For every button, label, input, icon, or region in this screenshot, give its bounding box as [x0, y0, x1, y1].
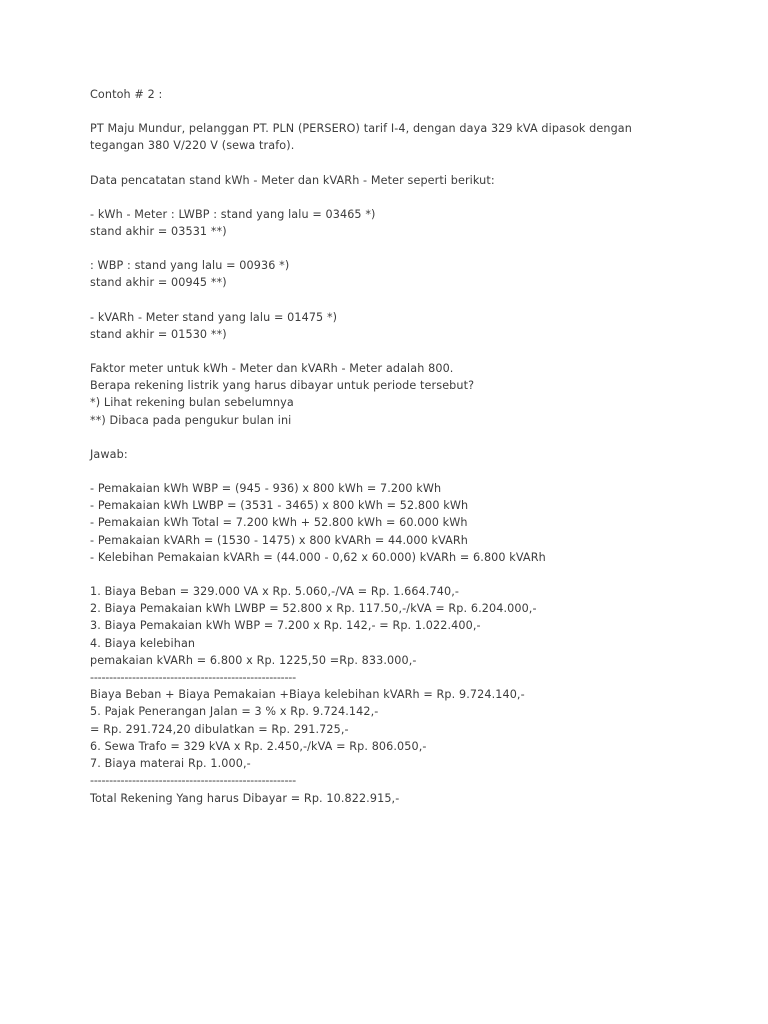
answer-label: Jawab: [90, 447, 128, 461]
footnote-double-asterisk: **) Dibaca pada pengukur bulan ini [90, 413, 292, 427]
charge-line: pemakaian kVARh = 6.800 x Rp. 1225,50 =Rp. 833.000,- [90, 653, 417, 667]
charge-line: 4. Biaya kelebihan [90, 636, 196, 650]
reading-kvarh-previous: - kVARh - Meter stand yang lalu = 01475 *) [90, 310, 338, 324]
consumption-line: - Pemakaian kVARh = (1530 - 1475) x 800 kVARh = 44.000 kVARh [90, 533, 468, 547]
reading-wbp-final: stand akhir = 00945 **) [90, 276, 227, 290]
intro-block [90, 120, 656, 154]
separator-rule-bottom: ------------------------------------------------------ [90, 774, 296, 788]
reading-kvarh-final: stand akhir = 01530 **) [90, 327, 227, 341]
consumption-block [90, 480, 708, 566]
reading-lwbp-previous: - kWh - Meter : LWBP : stand yang lalu = 03465 *) [90, 207, 376, 221]
charge-line: 3. Biaya Pemakaian kWh WBP = 7.200 x Rp. 142,- = Rp. 1.022.400,- [90, 619, 481, 633]
consumption-line: - Pemakaian kWh Total = 7.200 kWh + 52.800 kWh = 60.000 kWh [90, 516, 468, 530]
charges-block [90, 583, 708, 703]
consumption-line: - Pemakaian kWh WBP = (945 - 936) x 800 kWh = 7.200 kWh [90, 482, 442, 496]
tax-line: 5. Pajak Penerangan Jalan = 3 % x Rp. 9.724.142,- [90, 705, 379, 719]
reading-kvarh-block [90, 309, 708, 343]
reading-wbp-previous: : WBP : stand yang lalu = 00936 *) [90, 259, 290, 273]
reading-lwbp-block [90, 206, 708, 240]
data-intro-paragraph: Data pencatatan stand kWh - Meter dan kVARh - Meter seperti berikut: [90, 173, 495, 187]
example-heading: Contoh # 2 : [90, 88, 163, 101]
tax-block [90, 703, 708, 806]
tax-line: = Rp. 291.724,20 dibulatkan = Rp. 291.725,- [90, 722, 349, 736]
tax-line: 6. Sewa Trafo = 329 kVA x Rp. 2.450,-/kVA = Rp. 806.050,- [90, 739, 427, 753]
consumption-line: - Pemakaian kWh LWBP = (3531 - 3465) x 800 kWh = 52.800 kWh [90, 499, 469, 513]
data-intro-block [90, 172, 708, 189]
reading-wbp-block [90, 257, 708, 291]
reading-lwbp-final: stand akhir = 03531 **) [90, 225, 227, 239]
charge-line: 2. Biaya Pemakaian kWh LWBP = 52.800 x Rp. 117.50,-/kVA = Rp. 6.204.000,- [90, 602, 537, 616]
document-body [90, 86, 708, 807]
example-heading-block [90, 86, 708, 103]
intro-paragraph: PT Maju Mundur, pelanggan PT. PLN (PERSERO) tarif I-4, dengan daya 329 kVA dipasok dengan tegangan 380 V/220 V (sewa trafo). [90, 122, 636, 153]
separator-rule-top: ------------------------------------------------------ [90, 671, 296, 685]
meter-factor-line: Faktor meter untuk kWh - Meter dan kVARh - Meter adalah 800. [90, 362, 454, 376]
tax-line: 7. Biaya materai Rp. 1.000,- [90, 757, 251, 771]
question-line: Berapa rekening listrik yang harus dibayar untuk periode tersebut? [90, 379, 475, 393]
footnote-single-asterisk: *) Lihat rekening bulan sebelumnya [90, 396, 294, 410]
total-line: Total Rekening Yang harus Dibayar = Rp. 10.822.915,- [90, 791, 400, 805]
subtotal-line: Biaya Beban + Biaya Pemakaian +Biaya kelebihan kVARh = Rp. 9.724.140,- [90, 688, 525, 702]
answer-label-block [90, 446, 708, 463]
question-block [90, 360, 708, 429]
consumption-line: - Kelebihan Pemakaian kVARh = (44.000 - 0,62 x 60.000) kVARh = 6.800 kVARh [90, 550, 546, 564]
charge-line: 1. Biaya Beban = 329.000 VA x Rp. 5.060,-/VA = Rp. 1.664.740,- [90, 585, 460, 599]
